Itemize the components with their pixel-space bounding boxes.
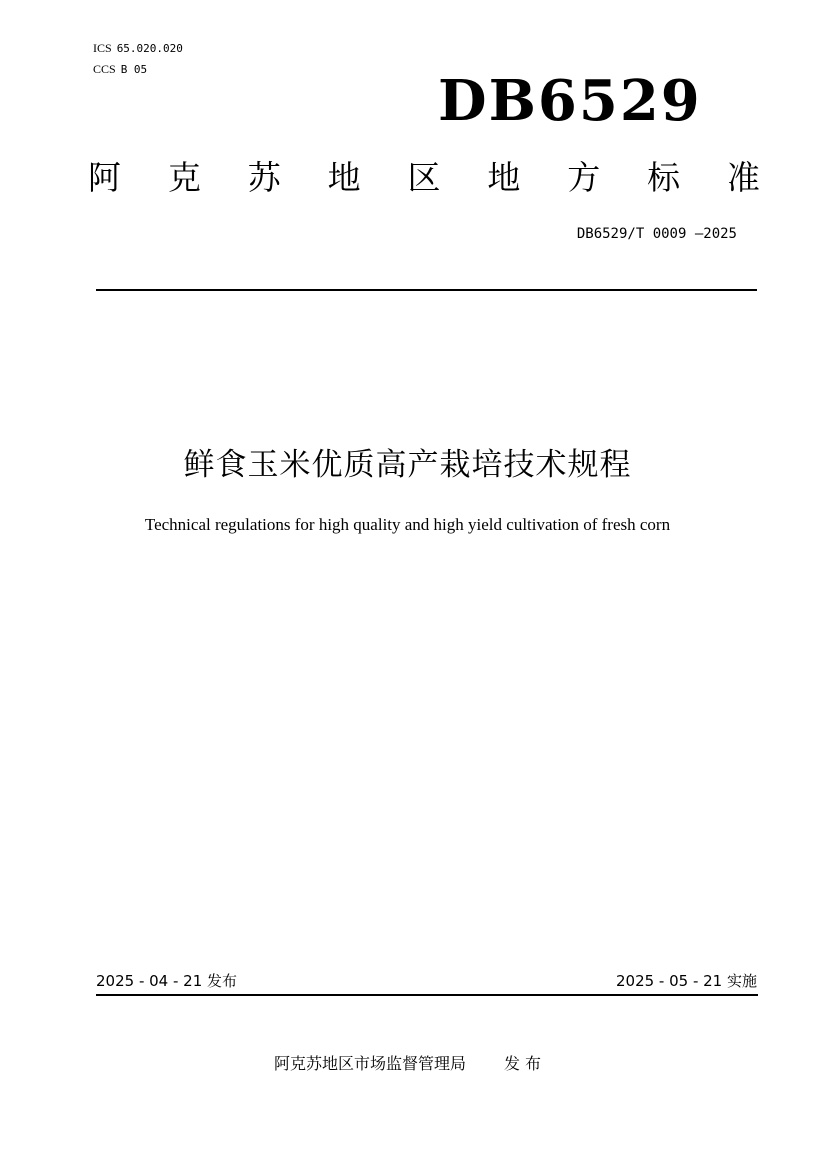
publish-date: 2025 - 04 - 21 发布 bbox=[96, 972, 238, 990]
org-title-char: 苏 bbox=[247, 158, 281, 197]
top-divider bbox=[96, 289, 757, 291]
org-title-char: 区 bbox=[407, 158, 441, 197]
ics-label: ICS bbox=[93, 41, 112, 55]
issuer-name: 阿克苏地区市场监督管理局 bbox=[273, 1054, 466, 1073]
ccs-label: CCS bbox=[93, 62, 116, 76]
org-title-char: 标 bbox=[647, 158, 681, 197]
implement-date: 2025 - 05 - 21 实施 bbox=[615, 972, 757, 990]
org-title bbox=[88, 158, 760, 198]
org-title-char: 地 bbox=[327, 158, 361, 197]
org-title-char: 准 bbox=[727, 158, 760, 197]
bottom-divider bbox=[96, 994, 758, 996]
db-standard-mark: DB6529 bbox=[438, 68, 702, 134]
ccs-value: B 05 bbox=[120, 63, 148, 76]
org-title-char: 阿 bbox=[88, 158, 121, 197]
issuer-line bbox=[0, 1052, 815, 1076]
org-title-char: 地 bbox=[487, 158, 521, 197]
standard-number: DB6529/T 0009 —2025 bbox=[576, 226, 737, 242]
org-title-char: 克 bbox=[167, 158, 201, 197]
ics-line bbox=[93, 40, 183, 57]
org-title-char: 方 bbox=[567, 158, 601, 197]
ics-value: 65.020.020 bbox=[116, 42, 183, 55]
issuer-action: 发 布 bbox=[503, 1054, 542, 1073]
document-title-chinese: 鲜食玉米优质高产栽培技术规程 bbox=[183, 447, 632, 483]
document-title-english: Technical regulations for high quality and high yield cultivation of fresh corn bbox=[144, 515, 671, 534]
ccs-line bbox=[93, 61, 147, 78]
